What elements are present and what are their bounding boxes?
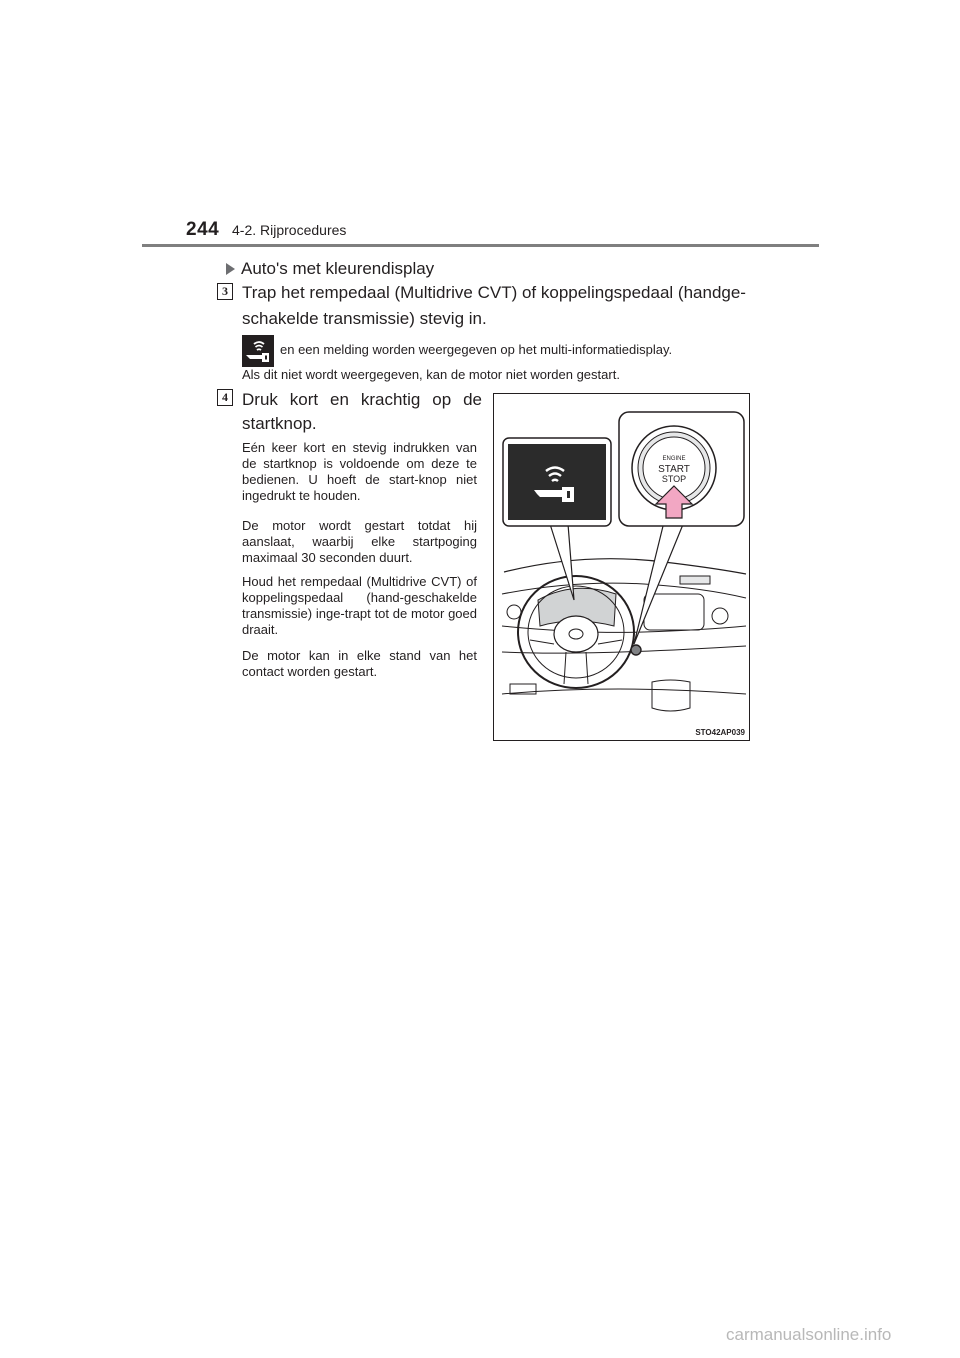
section-title: 4-2. Rijprocedures: [232, 222, 347, 238]
step-3-text: Trap het rempedaal (Multidrive CVT) of koppelingspedaal (handge-schakelde transmissie) stevig in.: [242, 283, 746, 328]
step-4-badge: 4: [217, 389, 233, 406]
step-4-paragraph-1: Eén keer kort en stevig indrukken van de startknop is voldoende om deze te bedienen. U hoeft de start-knop niet ingedrukt te houden.: [242, 440, 477, 503]
note-no-start: Als dit niet wordt weergegeven, kan de motor niet worden gestart.: [242, 367, 620, 382]
step-3-badge: 3: [217, 283, 233, 300]
engine-label: ENGINE: [662, 456, 686, 462]
step-4-paragraph-2: De motor wordt gestart totdat hij aanslaat, waarbij elke startpoging maximaal 30 seconden duurt.: [242, 518, 477, 565]
header-rule: [142, 244, 819, 247]
note-display-message: en een melding worden weergegeven op het multi-informatiedisplay.: [280, 342, 673, 357]
watermark: carmanualsonline.info: [726, 1325, 892, 1344]
stop-label: STOP: [661, 474, 687, 484]
page-number: 244: [186, 219, 220, 240]
step-4-paragraph-4: De motor kan in elke stand van het contact worden gestart.: [242, 648, 477, 679]
bullet-label: Auto's met kleurendisplay: [241, 259, 435, 278]
dashboard-drawing: [494, 394, 750, 741]
start-label: START: [658, 464, 690, 475]
bullet-heading: [226, 259, 434, 279]
key-wireless-indicator-icon: [242, 335, 274, 367]
step-4-paragraph-3: Houd het rempedaal (Multidrive CVT) of koppelingspedaal (hand-geschakelde transmissie) inge-trapt tot de motor goed draait.: [242, 574, 477, 637]
step-4-text: Druk kort en krachtig op de startknop.: [242, 390, 482, 433]
dashboard-illustration: [493, 393, 750, 741]
triangle-bullet-icon: [226, 263, 235, 275]
figure-code: STO42AP039: [695, 728, 745, 737]
